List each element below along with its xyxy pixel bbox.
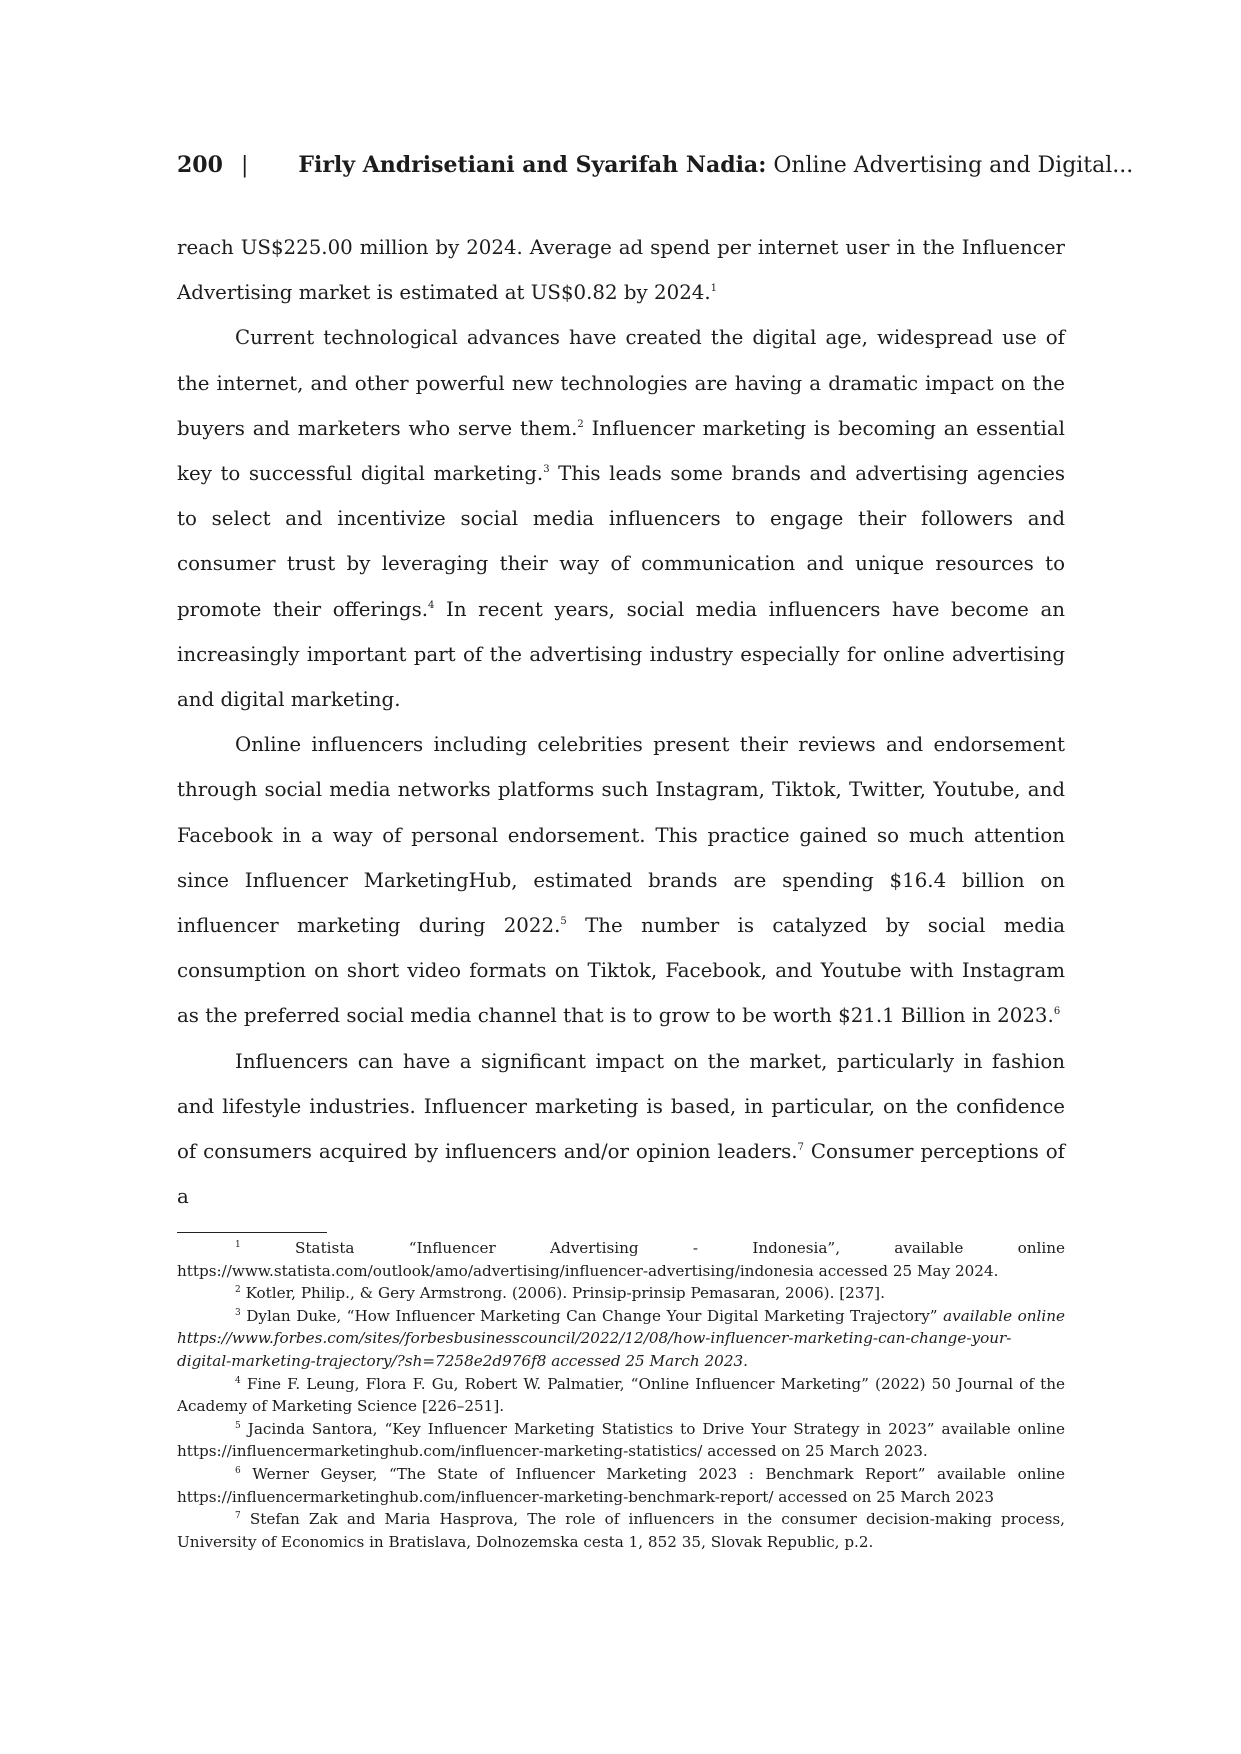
footnote-ref: 6 <box>1053 1006 1061 1018</box>
footnote-ref: 5 <box>560 916 567 928</box>
footnote <box>177 1463 1065 1508</box>
footnotes <box>177 1237 1065 1553</box>
sentence: Consumer perceptions of a <box>177 1140 1065 1209</box>
footnote-number: 4 <box>235 1375 241 1386</box>
footnote <box>177 1508 1065 1553</box>
footnote <box>177 1237 1065 1282</box>
body-text <box>177 225 1065 1219</box>
running-header <box>177 150 1134 181</box>
footnote-number: 5 <box>235 1420 241 1431</box>
footnote-ref: 3 <box>543 464 550 476</box>
sentence: Influencer marketing is becoming an essential key to successful digital marketing. <box>177 416 1065 486</box>
sentence: Influencers can have a significant impact on the market, particularly in fashion and lifestyle industries. Influencer marketing is based, in particular, on the confidence of consumers acquired by influencers and/or opinion leaders. <box>177 1049 1065 1164</box>
sentence: This leads some brands and advertising agencies to select and incentivize social media influencers to engage their followers and consumer trust by leveraging their way of communication and unique resources to promote their offerings. <box>177 462 1065 621</box>
paragraph <box>177 722 1065 1038</box>
header-authors: Firly Andrisetiani and Syarifah Nadia: <box>298 152 767 178</box>
footnote-text: Werner Geyser, “The State of Influencer Marketing 2023 : Benchmark Report” available online https://influencermarketinghub.com/influencer-marketing-benchmark-report/ accessed on 25 March 2023 <box>177 1464 1066 1506</box>
paragraph <box>177 225 1065 315</box>
footnote <box>177 1418 1065 1463</box>
footnote-text: Dylan Duke, “How Influencer Marketing Can Change Your Digital Marketing Trajectory” <box>246 1306 938 1325</box>
page-number: 200 <box>177 152 223 178</box>
footnote-ref: 1 <box>710 283 718 295</box>
footnote <box>177 1373 1065 1418</box>
footnote <box>177 1282 1065 1305</box>
footnote-number: 3 <box>235 1307 241 1318</box>
header-separator: | <box>240 153 249 178</box>
footnote-ref: 7 <box>797 1142 804 1154</box>
sentence: The number is catalyzed by social media consumption on short video formats on Tiktok, Facebook, and Youtube with Instagram as the preferred social media channel that is to grow to be worth $21.1 Billion in 2023. <box>177 914 1065 1028</box>
footnote-number: 7 <box>235 1511 241 1522</box>
header-title: Online Advertising and Digital... <box>773 153 1134 178</box>
footnote-number: 2 <box>235 1285 241 1296</box>
sentence: reach US$225.00 million by 2024. Average ad spend per internet user in the Influencer Advertising market is estimated at US$0.82 by 2024. <box>177 236 1065 305</box>
footnote-text: Kotler, Philip., & Gery Armstrong. (2006). Prinsip-prinsip Pemasaran, 2006). [237]. <box>245 1284 885 1303</box>
paragraph <box>177 315 1065 722</box>
sentence: In recent years, social media influencers have become an increasingly important part of the advertising industry especially for online advertising and digital marketing. <box>177 597 1065 712</box>
footnote-number: 6 <box>235 1465 241 1476</box>
footnote-ref: 4 <box>428 599 435 611</box>
footnote-text-italic: available online https://www.forbes.com/sites/forbesbusinesscouncil/2022/12/08/how-influencer-marketing-can-change-your-digital-marketing-trajectory/?sh=7258e2d976f8 accessed 25 March 2023. <box>177 1306 1066 1370</box>
sentence: Current technological advances have created the digital age, widespread use of the internet, and other powerful new technologies are having a dramatic impact on the buyers and marketers who serve them. <box>177 326 1065 440</box>
footnote-text: Jacinda Santora, “Key Influencer Marketing Statistics to Drive Your Strategy in 2023” available online https://influencermarketinghub.com/influencer-marketing-statistics/ accessed on 25 March 2023. <box>177 1419 1066 1461</box>
sentence: Online influencers including celebrities present their reviews and endorsement through social media networks platforms such Instagram, Tiktok, Twitter, Youtube, and Facebook in a way of personal endorsement. This practice gained so much attention since Influencer MarketingHub, estimated brands are spending $16.4 billion on influencer marketing during 2022. <box>177 733 1065 938</box>
footnote-text: Stefan Zak and Maria Hasprova, The role of influencers in the consumer decision-making process, University of Economics in Bratislava, Dolnozemska cesta 1, 852 35, Slovak Republic, p.2. <box>177 1510 1065 1551</box>
footnote-number: 1 <box>235 1240 241 1250</box>
footnote-text: Statista “Influencer Advertising - Indonesia”, available online https://www.statista.com/outlook/amo/advertising/influencer-advertising/indonesia accessed 25 May 2024. <box>177 1239 1066 1280</box>
paragraph <box>177 1039 1065 1220</box>
footnote-text: Fine F. Leung, Flora F. Gu, Robert W. Palmatier, “Online Influencer Marketing” (2022) 50 Journal of the Academy of Marketing Science [226–251]. <box>177 1374 1065 1416</box>
footnote-ref: 2 <box>577 418 584 430</box>
footnote <box>177 1305 1065 1373</box>
footnote-divider <box>177 1232 327 1233</box>
